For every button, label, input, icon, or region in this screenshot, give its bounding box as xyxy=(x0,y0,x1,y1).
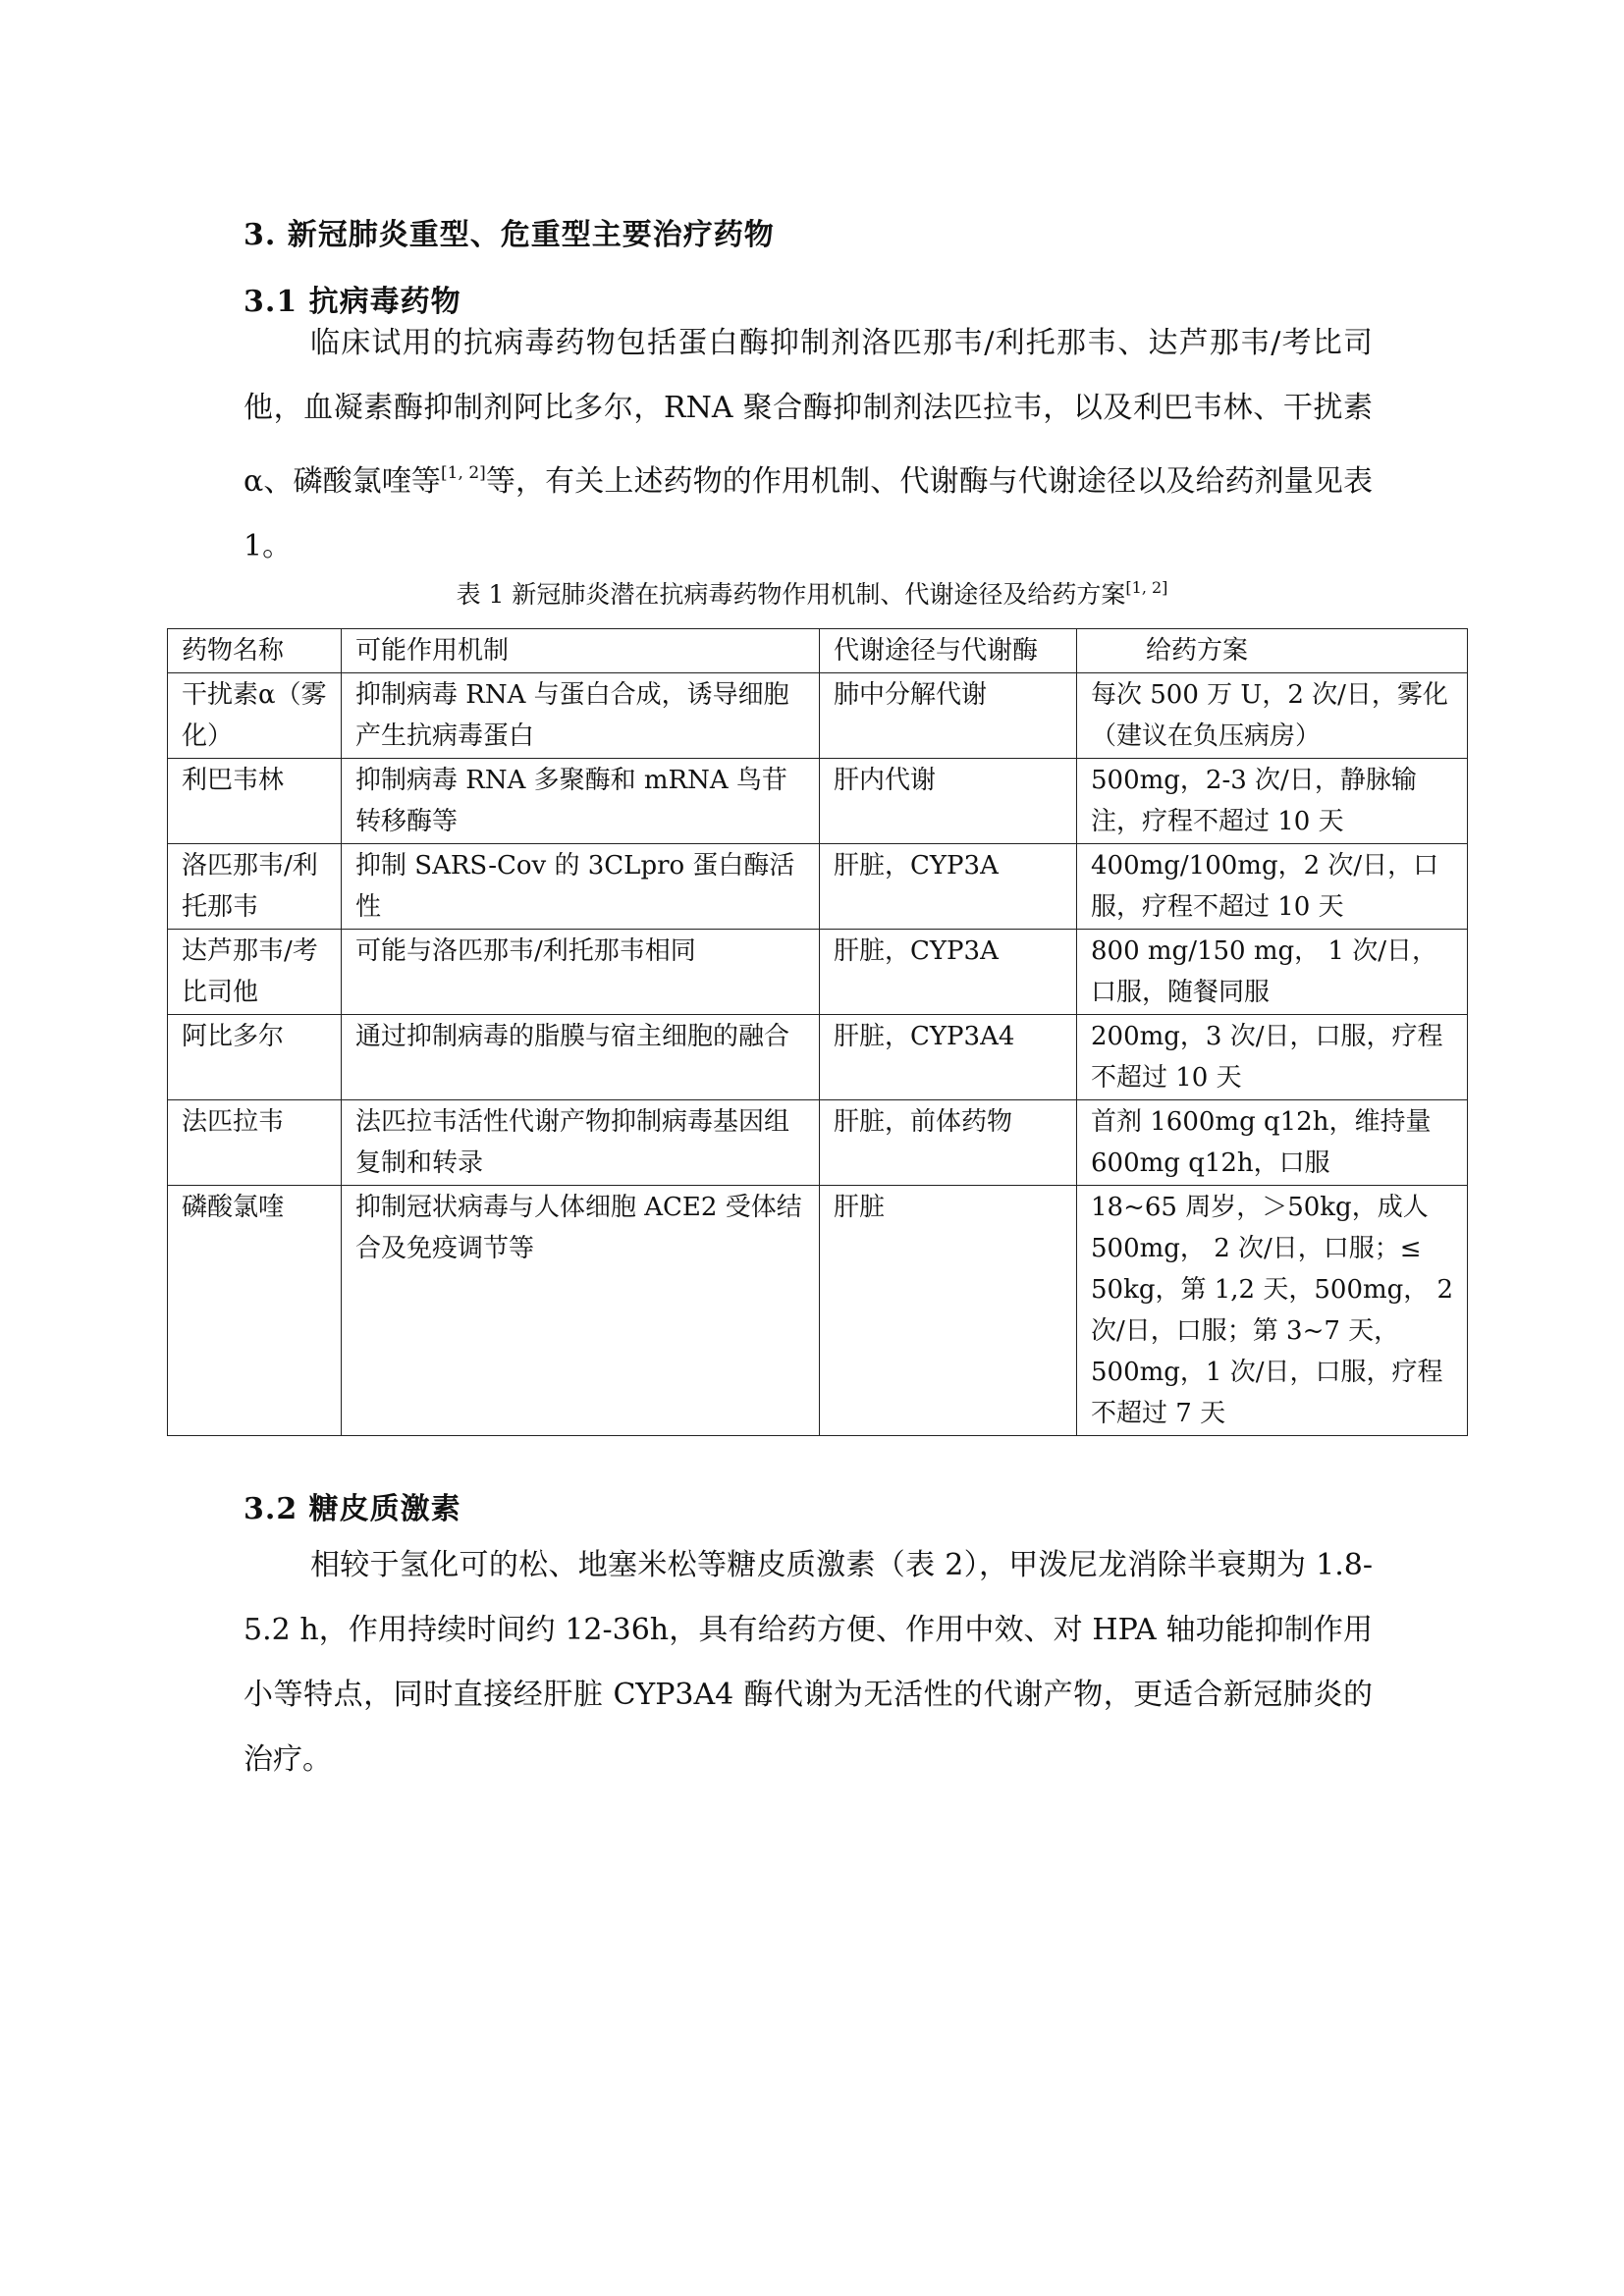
antiviral-paragraph xyxy=(244,311,1373,579)
metabolism-cell: 肝脏，CYP3A xyxy=(820,930,1077,1015)
table-row xyxy=(168,1186,1468,1436)
table-row xyxy=(168,673,1468,759)
mechanism-cell: 可能与洛匹那韦/利托那韦相同 xyxy=(342,930,820,1015)
mechanism-cell: 抑制病毒 RNA 多聚酶和 mRNA 鸟苷转移酶等 xyxy=(342,759,820,844)
antiviral-drugs-table xyxy=(167,628,1468,1436)
mechanism-cell: 抑制病毒 RNA 与蛋白合成，诱导细胞产生抗病毒蛋白 xyxy=(342,673,820,759)
metabolism-cell: 肝脏 xyxy=(820,1186,1077,1436)
table-row xyxy=(168,930,1468,1015)
table-row xyxy=(168,759,1468,844)
header-drug-name: 药物名称 xyxy=(168,629,342,673)
antiviral-paragraph-text-end: 等，有关上述药物的作用机制、代谢酶与代谢途径以及给药剂量见表 1。 xyxy=(244,464,1373,563)
table-caption-text: 表 1 新冠肺炎潜在抗病毒药物作用机制、代谢途径及给药方案 xyxy=(456,580,1126,609)
metabolism-cell: 肝脏，CYP3A4 xyxy=(820,1015,1077,1100)
table-1-caption xyxy=(0,575,1624,611)
dosage-cell: 每次 500 万 U，2 次/日，雾化（建议在负压病房） xyxy=(1077,673,1468,759)
dosage-cell: 800 mg/150 mg， 1 次/日，口服，随餐同服 xyxy=(1077,930,1468,1015)
header-metabolism: 代谢途径与代谢酶 xyxy=(820,629,1077,673)
antiviral-paragraph-text: 临床试用的抗病毒药物包括蛋白酶抑制剂洛匹那韦/利托那韦、达芦那韦/考比司他，血凝素酶抑制剂阿比多尔，RNA 聚合酶抑制剂法匹拉韦，以及利巴韦林、干扰素α、磷酸氯喹等 xyxy=(244,326,1373,499)
header-dosage: 给药方案 xyxy=(1077,629,1468,673)
section-3-2-heading: 3.2 糖皮质激素 xyxy=(244,1492,461,1526)
drug-name-cell: 洛匹那韦/利托那韦 xyxy=(168,844,342,930)
drug-name-cell: 达芦那韦/考比司他 xyxy=(168,930,342,1015)
mechanism-cell: 抑制 SARS-Cov 的 3CLpro 蛋白酶活性 xyxy=(342,844,820,930)
drug-name-cell: 磷酸氯喹 xyxy=(168,1186,342,1436)
metabolism-cell: 肝脏，CYP3A xyxy=(820,844,1077,930)
drug-name-cell: 利巴韦林 xyxy=(168,759,342,844)
caption-citation-ref: [1, 2] xyxy=(1125,578,1168,597)
metabolism-cell: 肝内代谢 xyxy=(820,759,1077,844)
dosage-cell: 500mg，2-3 次/日，静脉输注，疗程不超过 10 天 xyxy=(1077,759,1468,844)
drug-name-cell: 法匹拉韦 xyxy=(168,1100,342,1186)
section-3-1-heading: 3.1 抗病毒药物 xyxy=(244,285,461,319)
metabolism-cell: 肝脏，前体药物 xyxy=(820,1100,1077,1186)
header-mechanism: 可能作用机制 xyxy=(342,629,820,673)
section-3-heading: 3. 新冠肺炎重型、危重型主要治疗药物 xyxy=(244,218,775,252)
table-row xyxy=(168,844,1468,930)
table-row xyxy=(168,1015,1468,1100)
mechanism-cell: 通过抑制病毒的脂膜与宿主细胞的融合 xyxy=(342,1015,820,1100)
drug-name-cell: 干扰素α（雾化） xyxy=(168,673,342,759)
metabolism-cell: 肺中分解代谢 xyxy=(820,673,1077,759)
dosage-cell: 18~65 周岁，＞50kg，成人 500mg， 2 次/日，口服；≤ 50kg，第 1,2 天，500mg， 2 次/日，口服；第 3~7 天，500mg，1 次/日，口服，疗程不超过 7 天 xyxy=(1077,1186,1468,1436)
mechanism-cell: 抑制冠状病毒与人体细胞 ACE2 受体结合及免疫调节等 xyxy=(342,1186,820,1436)
table-header-row xyxy=(168,629,1468,673)
mechanism-cell: 法匹拉韦活性代谢产物抑制病毒基因组复制和转录 xyxy=(342,1100,820,1186)
dosage-cell: 400mg/100mg，2 次/日，口服，疗程不超过 10 天 xyxy=(1077,844,1468,930)
table-row xyxy=(168,1100,1468,1186)
dosage-cell: 首剂 1600mg q12h，维持量 600mg q12h，口服 xyxy=(1077,1100,1468,1186)
citation-ref: [1, 2] xyxy=(441,463,486,483)
drug-name-cell: 阿比多尔 xyxy=(168,1015,342,1100)
glucocorticoid-paragraph: 相较于氢化可的松、地塞米松等糖皮质激素（表 2），甲泼尼龙消除半衰期为 1.8-5.2 h，作用持续时间约 12-36h，具有给药方便、作用中效、对 HPA 轴功能抑制作用小等特点，同时直接经肝脏 CYP3A4 酶代谢为无活性的代谢产物，更适合新冠肺炎的治疗。 xyxy=(244,1548,1373,1777)
dosage-cell: 200mg，3 次/日，口服，疗程不超过 10 天 xyxy=(1077,1015,1468,1100)
